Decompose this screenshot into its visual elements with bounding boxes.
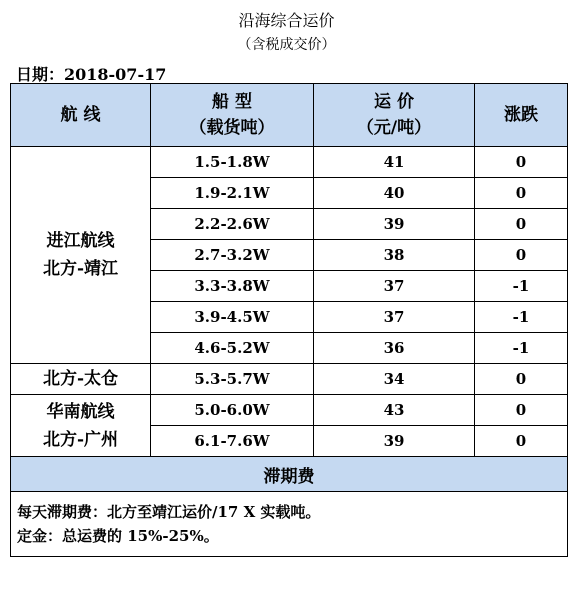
notes-row [11,492,568,557]
date-label: 日期：2018-07-17 [16,65,167,84]
header-route-label: 航 线 [60,105,101,125]
route-cell [11,147,151,364]
ship-type-cell: 3.3-3.8W [151,271,314,302]
page-subtitle: （含税成交价） [237,37,336,53]
route-line1: 华南航线 [46,401,115,422]
header-price-line1: 运 价 [374,92,414,112]
table-row [11,364,568,395]
table-row [11,147,568,178]
price-cell: 39 [314,426,475,457]
change-cell: 0 [475,395,568,426]
route-line1: 进江航线 [46,231,115,251]
price-cell: 39 [314,209,475,240]
change-cell: -1 [475,302,568,333]
ship-type-cell: 1.9-2.1W [151,178,314,209]
table-row [11,395,568,426]
table-header-row [11,84,568,147]
notes-cell [11,492,568,557]
price-cell: 37 [314,302,475,333]
page-title: 沿海综合运价 [238,11,335,30]
header-ship-type [151,84,314,147]
note-demurrage: 每天滞期费：北方至靖江运价/17 X 实载吨。 [17,503,321,521]
route-line2: 北方-靖江 [42,259,119,279]
price-cell: 37 [314,271,475,302]
ship-type-cell: 3.9-4.5W [151,302,314,333]
route-cell [11,395,151,457]
header-change-label: 涨跌 [504,105,538,125]
header-change [475,84,568,147]
note-deposit: 定金：总运费的 15%-25%。 [17,527,219,545]
header-route [11,84,151,147]
ship-type-cell: 4.6-5.2W [151,333,314,364]
section-row [11,457,568,492]
change-cell: 0 [475,178,568,209]
section-title: 滞期费 [11,457,568,492]
ship-type-cell: 6.1-7.6W [151,426,314,457]
route-cell [11,364,151,395]
route-line1: 北方-太仓 [42,369,119,389]
change-cell: 0 [475,147,568,178]
header-price [314,84,475,147]
change-cell: 0 [475,426,568,457]
ship-type-cell: 5.0-6.0W [151,395,314,426]
ship-type-cell: 5.3-5.7W [151,364,314,395]
header-ship-line1: 船 型 [212,92,252,112]
change-cell: 0 [475,240,568,271]
price-cell: 41 [314,147,475,178]
change-cell: -1 [475,271,568,302]
ship-type-cell: 2.7-3.2W [151,240,314,271]
price-cell: 34 [314,364,475,395]
change-cell: 0 [475,364,568,395]
route-line2: 北方-广州 [42,429,119,450]
freight-rate-table [10,83,568,557]
header-ship-line2: （载货吨） [189,118,275,138]
price-cell: 40 [314,178,475,209]
ship-type-cell: 1.5-1.8W [151,147,314,178]
change-cell: 0 [475,209,568,240]
price-cell: 38 [314,240,475,271]
ship-type-cell: 2.2-2.6W [151,209,314,240]
price-cell: 36 [314,333,475,364]
price-cell: 43 [314,395,475,426]
change-cell: -1 [475,333,568,364]
header-price-line2: （元/吨） [356,118,432,138]
